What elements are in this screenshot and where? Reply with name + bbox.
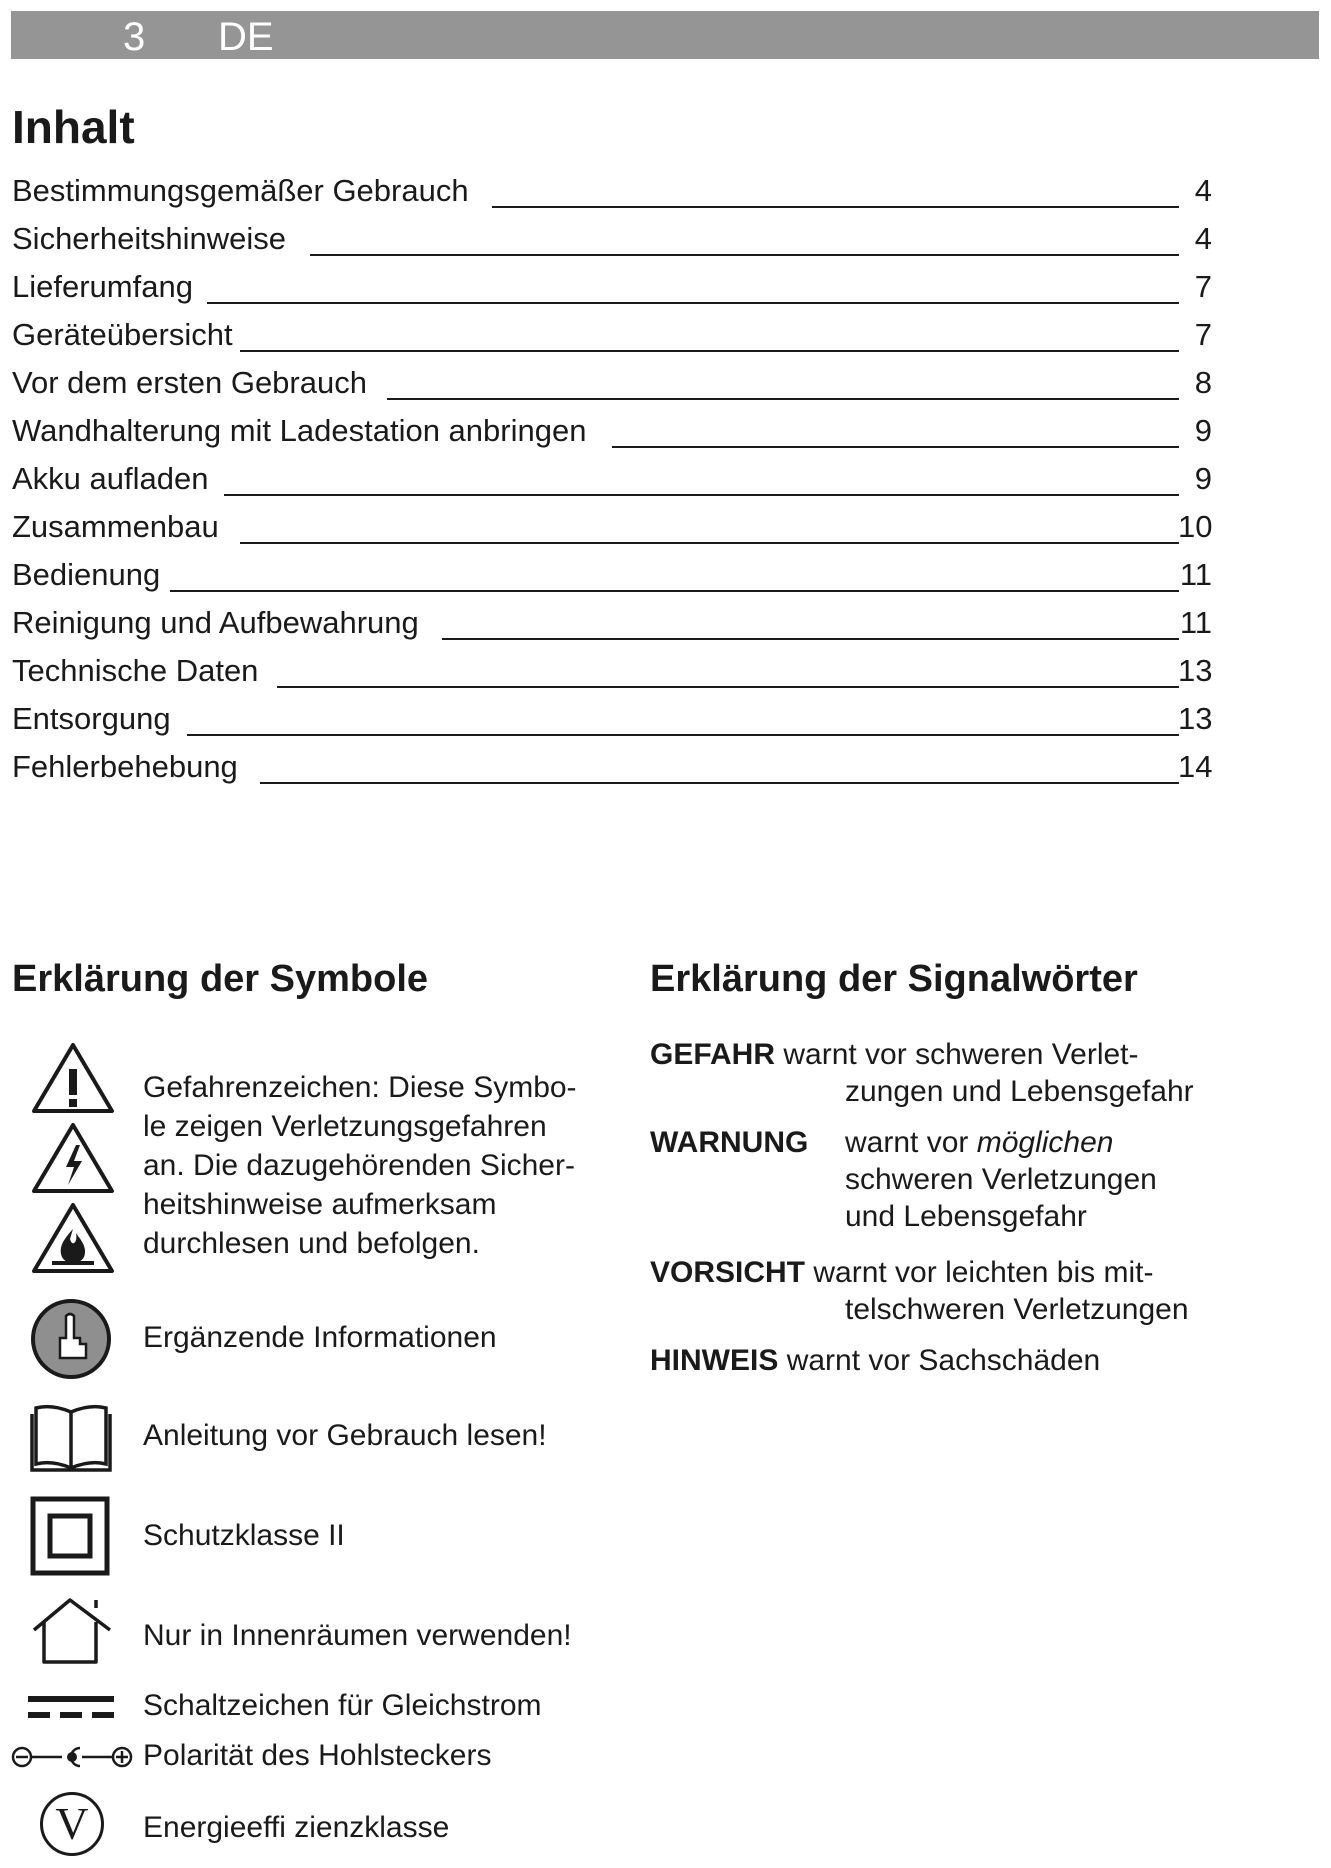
language-code: DE — [218, 15, 274, 59]
signal-gefahr: GEFAHR warnt vor schweren Verlet- zungen und Lebensgefahr — [650, 1038, 1194, 1108]
table-of-contents — [12, 168, 1212, 792]
polarity-description: Polarität des Hohlsteckers — [143, 1739, 492, 1772]
toc-entry[interactable]: Akku aufladen 9 — [12, 461, 1212, 496]
toc-entry[interactable]: Vor dem ersten Gebrauch 8 — [12, 365, 1212, 400]
warning-triangle-icons — [28, 1039, 118, 1277]
toc-entry[interactable]: Wandhalterung mit Ladestation anbringen 9 — [12, 413, 1212, 448]
toc-entry[interactable]: Bestimmungsgemäßer Gebrauch 4 — [12, 173, 1212, 208]
signals-heading: Erklärung der Signalwörter — [650, 958, 1138, 1000]
signal-warnung: WARNUNG warnt vor möglichen schweren Verletzungen und Lebensgefahr — [650, 1126, 1157, 1233]
book-icon — [30, 1402, 112, 1472]
toc-entry[interactable]: Reinigung und Aufbewahrung 11 — [12, 605, 1212, 640]
toc-entry[interactable]: Technische Daten 13 — [12, 653, 1213, 688]
toc-entry[interactable]: Bedienung 11 — [12, 557, 1212, 592]
protection-class-ii-icon — [30, 1496, 110, 1576]
danger-description: Gefahrenzeichen: Diese Symbo- le zeigen Verletzungsgefahren an. Die dazugehörenden Sicher- heitshinweise aufmerksam durchlesen und befolgen. — [143, 1071, 577, 1260]
indoor-house-icon — [30, 1596, 114, 1666]
signal-vorsicht: VORSICHT warnt vor leichten bis mit- telschweren Verletzungen — [650, 1256, 1189, 1326]
toc-entry[interactable]: Geräteübersicht 7 — [12, 317, 1212, 352]
dc-symbol-row — [0, 1684, 640, 1730]
info-description: Ergänzende Informationen — [143, 1321, 497, 1354]
toc-entry[interactable]: Lieferumfang 7 — [12, 269, 1212, 304]
signal-hinweis: HINWEIS warnt vor Sachschäden — [650, 1344, 1101, 1377]
toc-entry[interactable]: Zusammenbau 10 — [12, 509, 1213, 544]
dc-description: Schaltzeichen für Gleichstrom — [143, 1689, 542, 1722]
manual-description: Anleitung vor Gebrauch lesen! — [143, 1419, 547, 1452]
info-symbol-row — [0, 1292, 640, 1382]
page-header-bar — [11, 11, 1319, 59]
indoor-description: Nur in Innenräumen verwenden! — [143, 1619, 572, 1652]
protection-class-row — [0, 1494, 640, 1576]
info-hand-icon — [30, 1298, 112, 1380]
toc-entry[interactable]: Entsorgung 13 — [12, 701, 1213, 736]
page-number: 3 — [123, 15, 146, 59]
toc-title: Inhalt — [12, 101, 135, 153]
danger-symbols-row — [0, 1035, 640, 1275]
direct-current-icon — [26, 1692, 118, 1722]
symbols-heading: Erklärung der Symbole — [12, 958, 429, 1000]
energy-symbol-row — [0, 1790, 640, 1862]
energy-description: Energieeffi zienzklasse — [143, 1811, 450, 1844]
toc-entry[interactable]: Fehlerbehebung 14 — [12, 749, 1213, 784]
manual-symbol-row — [0, 1398, 640, 1478]
toc-entry[interactable]: Sicherheitshinweise 4 — [12, 221, 1212, 256]
polarity-icon — [10, 1742, 134, 1772]
polarity-symbol-row — [0, 1734, 640, 1780]
indoor-symbol-row — [0, 1596, 640, 1666]
protection-class-description: Schutzklasse II — [143, 1519, 345, 1552]
energy-class-icon: V — [40, 1792, 104, 1856]
